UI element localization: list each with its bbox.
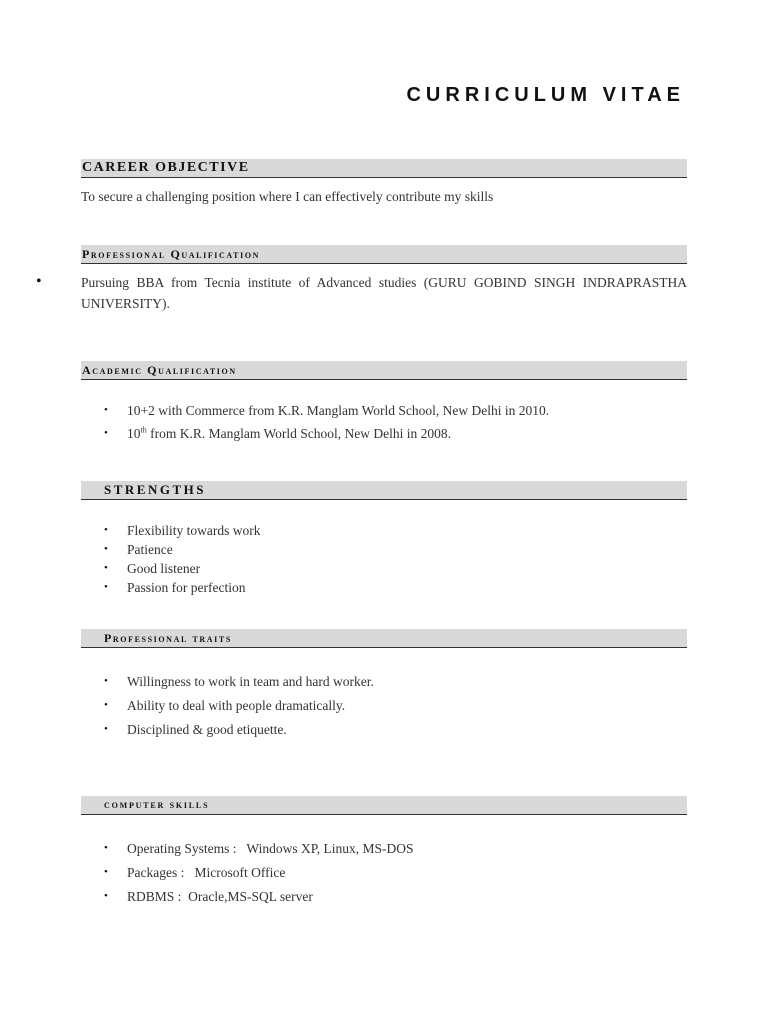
- strength-text: Patience: [127, 542, 173, 557]
- document-title: CURRICULUM VITAE: [406, 84, 685, 106]
- academic-qualification-list: [104, 400, 549, 446]
- computer-skills-heading: computer skills: [81, 796, 687, 815]
- academic-item-prefix: 10: [127, 426, 141, 441]
- computer-skills-list: [104, 838, 413, 910]
- bullet-icon: •: [104, 675, 108, 687]
- academic-qualification-heading: Academic Qualification: [81, 361, 687, 380]
- list-item: [104, 559, 261, 578]
- strengths-heading: STRENGTHS: [81, 481, 687, 500]
- list-item: [104, 521, 261, 540]
- list-item: [104, 578, 261, 597]
- bullet-icon: •: [104, 543, 108, 555]
- professional-traits-heading: Professional traits: [81, 629, 687, 648]
- list-item: [104, 862, 413, 886]
- academic-item-text: from K.R. Manglam World School, New Delhi in 2008.: [146, 426, 451, 441]
- trait-text: Ability to deal with people dramatically.: [127, 698, 346, 713]
- bullet-icon: •: [104, 890, 108, 902]
- strength-text: Passion for perfection: [127, 580, 246, 595]
- list-item: [104, 838, 413, 862]
- professional-qualification-heading: Professional Qualification: [81, 245, 687, 264]
- bullet-icon: •: [104, 866, 108, 878]
- strengths-list: [104, 521, 261, 597]
- academic-item-text: 10+2 with Commerce from K.R. Manglam World School, New Delhi in 2010.: [127, 403, 550, 418]
- academic-item-superscript: th: [140, 425, 147, 435]
- skill-text: RDBMS : Oracle,MS-SQL server: [127, 889, 313, 904]
- bullet-icon: •: [104, 581, 108, 593]
- strength-text: Good listener: [127, 561, 201, 576]
- list-item: [104, 540, 261, 559]
- bullet-icon: •: [104, 562, 108, 574]
- bullet-icon: •: [104, 427, 108, 439]
- list-item: [104, 719, 374, 743]
- bullet-icon: •: [104, 723, 108, 735]
- skill-text: Packages : Microsoft Office: [127, 865, 286, 880]
- skill-text: Operating Systems : Windows XP, Linux, MS-DOS: [127, 841, 414, 856]
- bullet-icon: •: [36, 273, 42, 290]
- professional-qualification-item: Pursuing BBA from Tecnia institute of Advanced studies (GURU GOBIND SINGH INDRAPRASTHA UNIVERSITY).: [81, 275, 687, 311]
- list-item: [104, 695, 374, 719]
- career-objective-heading: CAREER OBJECTIVE: [81, 159, 687, 178]
- bullet-icon: •: [104, 404, 108, 416]
- trait-text: Disciplined & good etiquette.: [127, 722, 287, 737]
- career-objective-text: To secure a challenging position where I can effectively contribute my skills: [81, 189, 494, 204]
- bullet-icon: •: [104, 842, 108, 854]
- strength-text: Flexibility towards work: [127, 523, 261, 538]
- professional-traits-list: [104, 671, 374, 743]
- list-item: [104, 400, 549, 423]
- list-item: [104, 671, 374, 695]
- bullet-icon: •: [104, 524, 108, 536]
- bullet-icon: •: [104, 699, 108, 711]
- list-item: [104, 886, 413, 910]
- trait-text: Willingness to work in team and hard worker.: [127, 674, 374, 689]
- list-item: [104, 423, 549, 446]
